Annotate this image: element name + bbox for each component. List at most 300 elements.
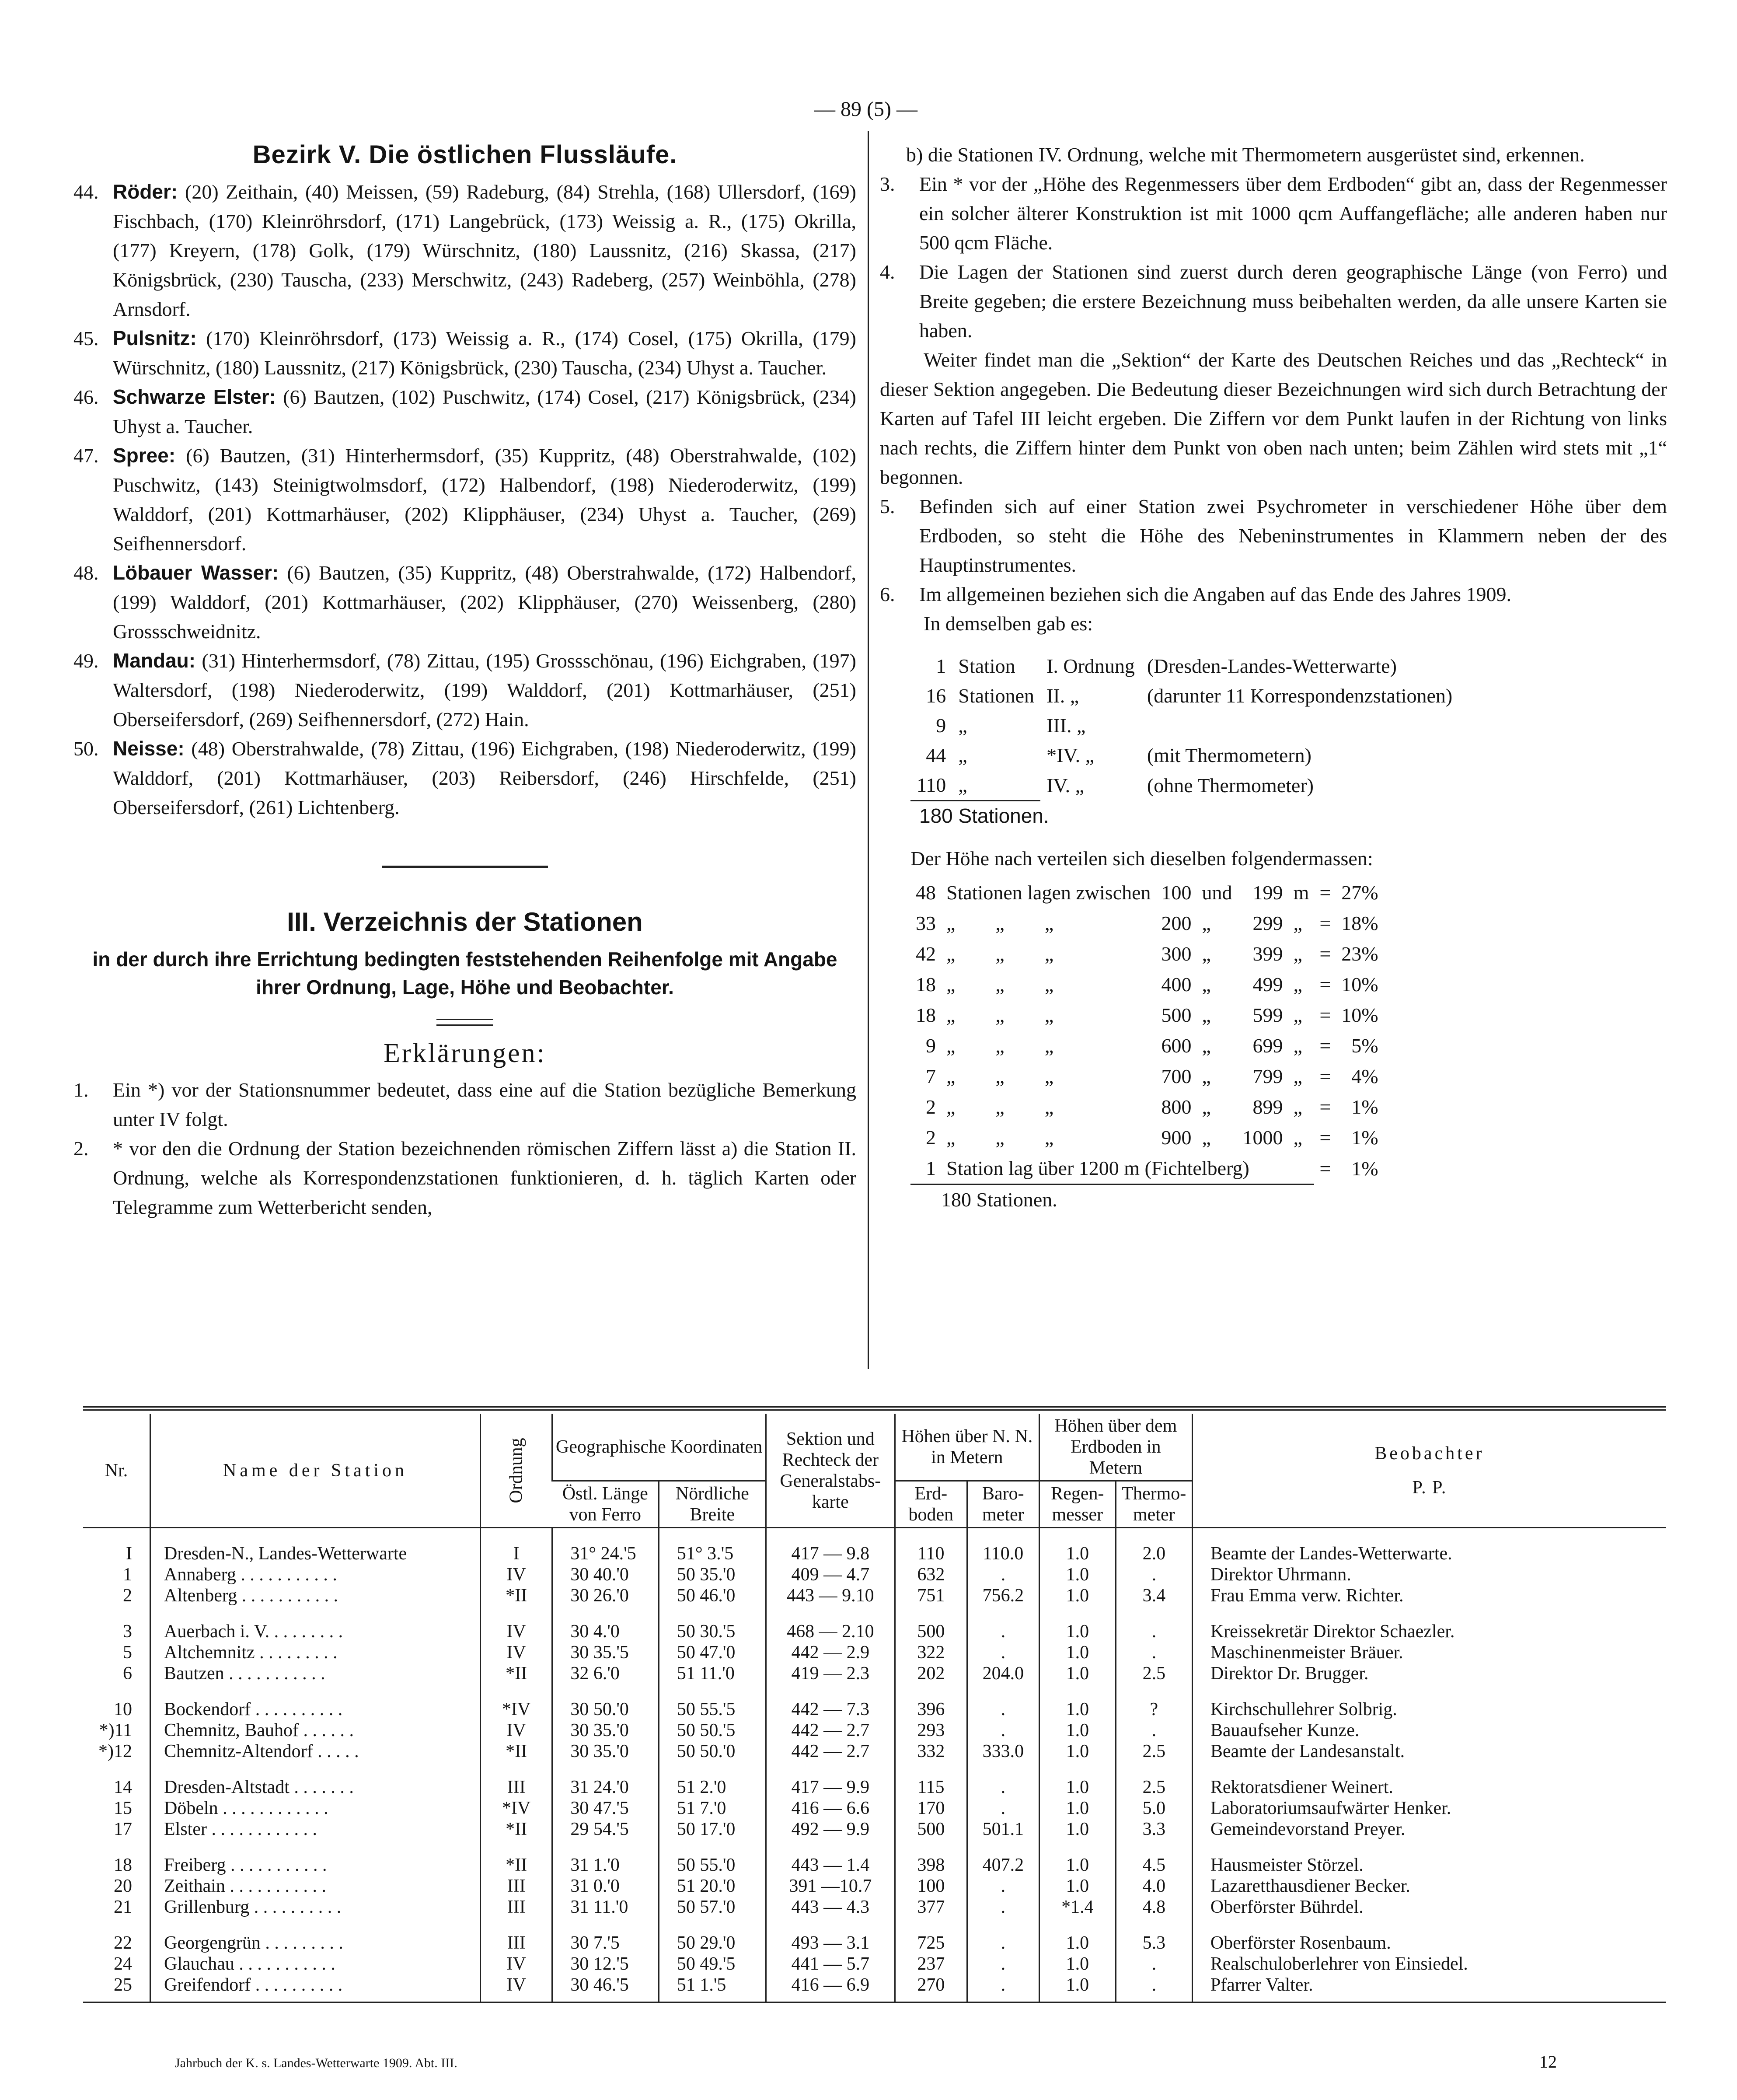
river-list-item	[73, 177, 856, 324]
table-cell: Laboratoriumsaufwärter Henker.	[1192, 1798, 1666, 1819]
height-cell: Stationen lagen zwischen	[946, 881, 1151, 904]
gap-cell	[1039, 1762, 1116, 1777]
table-cell: Realschuloberlehrer von Einsiedel.	[1192, 1953, 1666, 1974]
paragraph-weiter: Weiter findet man die „Sektion“ der Karte des Deutschen Reiches und das „Rechteck“ in dieser Sektion angegeben. Die Bedeutung dieser Bezeichnungen wird sich durch Betrachtung der Karten auf Tafel III leicht ergeben. Die Ziffern vor dem Punkt laufen in der Richtung von links nach rechts, die Ziffern hinter dem Punkt von oben nach unten; beim Zählen wird stets mit „1“ begonnen.	[880, 349, 1667, 488]
table-cell: .	[967, 1699, 1039, 1720]
distribution-cell: (ohne Thermometer)	[1147, 774, 1314, 797]
bottom-cell	[967, 1995, 1039, 2002]
height-cell: „	[1202, 943, 1211, 965]
table-cell: III	[481, 1932, 552, 1953]
gap-cell	[766, 1840, 895, 1855]
table-cell: 442 — 2.7	[766, 1741, 895, 1762]
gap-cell	[1039, 1528, 1116, 1544]
left-column	[73, 140, 856, 1222]
table-cell: 51 2.'0	[659, 1777, 766, 1798]
item-text: (20) Zeithain, (40) Meissen, (59) Radeburg, (84) Strehla, (168) Ullersdorf, (169) Fischbach, (170) Kleinröhrsdorf, (171) Langebrück, (173) Weissig a. R., (175) Okrilla, (177) Kreyern, (178) Golk, (179) Würschnitz, (180) Laussnitz, (216) Skassa, (217) Königsbrück, (230) Tauscha, (233) Merschwitz, (243) Radeberg, (257) Weinböhla, (278) Arnsdorf.	[113, 181, 856, 320]
table-cell: 10	[114, 1699, 132, 1719]
table-cell: 17	[114, 1819, 132, 1839]
table-cell: 1.0	[1039, 1819, 1116, 1840]
table-cell: IV	[481, 1642, 552, 1663]
height-row	[910, 1031, 1384, 1061]
table-cell: 1	[123, 1565, 132, 1585]
distribution-table	[910, 651, 1458, 801]
table-cell: Döbeln . . . . . . . . . . . .	[150, 1798, 481, 1819]
beob-pp: P. P.	[1412, 1477, 1447, 1498]
gap-cell	[552, 1762, 659, 1777]
item-text: (48) Oberstrahwalde, (78) Zittau, (196) Eichgraben, (198) Niederoderwitz, (199) Walddorf, (201) Kottmarhäuser, (203) Reibersdorf, (246) Hirschfelde, (251) Oberseifersdorf, (261) Lichtenberg.	[113, 737, 856, 818]
height-cell: 18	[916, 1004, 936, 1026]
river-name: Löbauer Wasser:	[113, 561, 279, 584]
table-cell: I	[126, 1544, 132, 1564]
height-cell: „ „ „	[946, 1034, 1054, 1057]
gap-cell	[1116, 1684, 1192, 1699]
distribution-cell: Station	[958, 655, 1015, 677]
height-cell: 1%	[1351, 1126, 1378, 1149]
table-cell: 24	[114, 1954, 132, 1974]
height-cell: „	[1202, 1034, 1211, 1057]
item-number: 5.	[880, 495, 895, 517]
distribution-cell: 110	[910, 770, 952, 801]
gap-cell	[659, 1684, 766, 1699]
distribution-row	[910, 651, 1458, 681]
table-cell: 416 — 6.9	[766, 1974, 895, 1995]
gap-cell	[967, 1918, 1039, 1932]
height-cell: „	[1293, 1004, 1302, 1026]
table-cell: 2	[123, 1586, 132, 1606]
table-cell: 170	[895, 1798, 967, 1819]
gap-cell	[659, 1528, 766, 1544]
gap-cell	[481, 1762, 552, 1777]
table-cell: Kreissekretär Direktor Schaezler.	[1192, 1621, 1666, 1642]
item-text: (6) Bautzen, (102) Puschwitz, (174) Cosel, (217) Königsbrück, (234) Uhyst a. Taucher.	[113, 386, 856, 437]
table-cell: .	[967, 1777, 1039, 1798]
notes-left	[73, 1075, 856, 1222]
height-cell: 900	[1161, 1126, 1192, 1149]
note-2b: b) die Stationen IV. Ordnung, welche mit Thermometern ausgerüstet sind, erkennen.	[906, 143, 1585, 166]
height-cell: 500	[1161, 1004, 1192, 1026]
table-cell: *IV	[481, 1699, 552, 1720]
table-cell: *II	[481, 1855, 552, 1876]
table-cell: 2.5	[1116, 1777, 1192, 1798]
height-cell: 10%	[1341, 973, 1378, 996]
bottom-cell	[766, 1995, 895, 2002]
table-cell: 4.0	[1116, 1876, 1192, 1897]
table-cell: 500	[895, 1621, 967, 1642]
table-cell: 442 — 7.3	[766, 1699, 895, 1720]
table-cell: 417 — 9.9	[766, 1777, 895, 1798]
table-cell: 237	[895, 1953, 967, 1974]
table-cell: 5	[123, 1642, 132, 1663]
height-cell: 27%	[1341, 881, 1378, 904]
distribution-cell: „	[958, 744, 967, 766]
height-row	[910, 877, 1384, 908]
table-cell: 30 47.'5	[552, 1798, 659, 1819]
item-text: Im allgemeinen beziehen sich die Angaben auf das Ende des Jahres 1909.	[919, 583, 1511, 605]
table-cell: 442 — 2.9	[766, 1642, 895, 1663]
table-cell: 441 — 5.7	[766, 1953, 895, 1974]
table-cell: IV	[481, 1564, 552, 1585]
table-cell: 14	[114, 1777, 132, 1797]
col-thermo: Thermo-meter	[1116, 1481, 1192, 1528]
distribution-cell: (darunter 11 Korrespondenzstationen)	[1147, 685, 1453, 707]
gap-cell	[1192, 1840, 1666, 1855]
table-cell: 50 47.'0	[659, 1642, 766, 1663]
distribution-cell: (Dresden-Landes-Wetterwarte)	[1147, 655, 1397, 677]
distribution-row	[910, 770, 1458, 801]
table-cell: 468 — 2.10	[766, 1621, 895, 1642]
gap-cell	[967, 1606, 1039, 1621]
notes-right-item	[880, 257, 1667, 345]
table-cell: 1.0	[1039, 1543, 1116, 1564]
river-list-item	[73, 734, 856, 822]
table-cell: Freiberg . . . . . . . . . . .	[150, 1855, 481, 1876]
item-number: 2.	[73, 1137, 89, 1160]
table-bottom	[83, 1995, 1666, 2002]
bottom-cell	[552, 1995, 659, 2002]
bottom-cell	[1116, 1995, 1192, 2002]
table-cell: 30 35.'0	[552, 1720, 659, 1741]
table-cell: Bautzen . . . . . . . . . . .	[150, 1663, 481, 1684]
table-row	[83, 1699, 1666, 1720]
table-cell: 2.5	[1116, 1741, 1192, 1762]
table-cell: 50 29.'0	[659, 1932, 766, 1953]
gap-cell	[150, 1918, 481, 1932]
table-cell: 15	[114, 1798, 132, 1818]
bottom-cell	[1192, 1995, 1666, 2002]
table-cell: 1.0	[1039, 1663, 1116, 1684]
height-cell: 2	[926, 1126, 936, 1149]
group-gap	[83, 1528, 1666, 1544]
bezirk-title: Bezirk V. Die östlichen Flussläufe.	[252, 140, 677, 169]
notes-left-item	[73, 1134, 856, 1222]
group-gap	[83, 1918, 1666, 1932]
table-cell: .	[1116, 1974, 1192, 1995]
gap-cell	[967, 1684, 1039, 1699]
footer-left: Jahrbuch der K. s. Landes-Wetterwarte 1909. Abt. III.	[175, 2056, 457, 2070]
table-cell: Beamte der Landes-Wetterwarte.	[1192, 1543, 1666, 1564]
table-cell: 30 40.'0	[552, 1564, 659, 1585]
erklaerungen-heading: Erklärungen:	[384, 1038, 546, 1068]
table-cell: 2.0	[1116, 1543, 1192, 1564]
gap-cell	[83, 1762, 150, 1777]
table-cell: 30 26.'0	[552, 1585, 659, 1606]
height-cell: 399	[1252, 943, 1283, 965]
table-cell: 22	[114, 1933, 132, 1953]
river-name: Mandau:	[113, 649, 196, 672]
table-cell: 417 — 9.8	[766, 1543, 895, 1564]
height-cell: =	[1319, 1065, 1331, 1087]
height-cell: „	[1202, 1126, 1211, 1149]
bottom-cell	[150, 1995, 481, 2002]
table-cell: *)11	[99, 1720, 132, 1740]
height-cell: 4%	[1351, 1065, 1378, 1087]
height-cell: „	[1293, 1065, 1302, 1087]
table-cell: 31 11.'0	[552, 1897, 659, 1918]
bottom-cell	[83, 1995, 150, 2002]
table-cell: 1.0	[1039, 1699, 1116, 1720]
distribution-cell: II. „	[1046, 685, 1079, 707]
table-cell: ?	[1116, 1699, 1192, 1720]
table-cell: 115	[895, 1777, 967, 1798]
gap-cell	[552, 1918, 659, 1932]
height-cell: 1000	[1242, 1126, 1283, 1149]
section-rule	[382, 866, 548, 868]
table-cell: 31 0.'0	[552, 1876, 659, 1897]
station-table	[83, 1414, 1666, 2003]
group-gap	[83, 1684, 1666, 1699]
section-subtitle: in der durch ihre Errichtung bedingten feststehenden Reihenfolge mit Angabe ihrer Ordnung, Lage, Höhe und Beobachter.	[92, 948, 837, 999]
item-number: 48.	[73, 562, 99, 584]
table-cell: 3	[123, 1621, 132, 1642]
height-cell: 700	[1161, 1065, 1192, 1087]
col-beobachter	[1192, 1414, 1666, 1528]
height-cell: „	[1293, 1034, 1302, 1057]
table-cell: Oberförster Rosenbaum.	[1192, 1932, 1666, 1953]
height-cell: 699	[1252, 1034, 1283, 1057]
gap-cell	[481, 1606, 552, 1621]
height-cell: 1%	[1351, 1157, 1378, 1180]
height-cell: =	[1319, 912, 1331, 934]
gap-cell	[659, 1606, 766, 1621]
col-barometer: Baro-meter	[967, 1481, 1039, 1528]
table-cell: 50 46.'0	[659, 1585, 766, 1606]
table-cell: .	[967, 1798, 1039, 1819]
table-cell: 1.0	[1039, 1953, 1116, 1974]
height-cell: „	[1202, 1004, 1211, 1026]
table-row	[83, 1897, 1666, 1918]
height-cell: 18	[916, 973, 936, 996]
height-cell: 799	[1252, 1065, 1283, 1087]
table-cell: 30 46.'5	[552, 1974, 659, 1995]
table-cell: 30 7.'5	[552, 1932, 659, 1953]
item-text: * vor den die Ordnung der Station bezeichnenden römischen Ziffern lässt a) die Station II. Ordnung, welche als Korrespondenzstationen funktionieren, d. h. täglich Karten oder Telegramme zum Wetterbericht senden,	[113, 1137, 856, 1218]
table-cell: 51° 3.'5	[659, 1543, 766, 1564]
gap-cell	[1116, 1762, 1192, 1777]
gap-cell	[967, 1840, 1039, 1855]
height-row	[910, 1000, 1384, 1031]
col-regen: Regen-messer	[1039, 1481, 1116, 1528]
gap-cell	[659, 1840, 766, 1855]
gap-cell	[895, 1528, 967, 1544]
table-cell: 322	[895, 1642, 967, 1663]
table-cell: 100	[895, 1876, 967, 1897]
table-cell: 5.0	[1116, 1798, 1192, 1819]
col-breite: Nördliche Breite	[659, 1481, 766, 1528]
height-cell: 899	[1252, 1096, 1283, 1118]
item-number: 45.	[73, 327, 99, 349]
table-cell: 500	[895, 1819, 967, 1840]
table-cell: 293	[895, 1720, 967, 1741]
table-cell: Pfarrer Valter.	[1192, 1974, 1666, 1995]
height-cell: 7	[926, 1065, 936, 1087]
gap-cell	[1039, 1684, 1116, 1699]
river-list-item	[73, 558, 856, 646]
table-cell: .	[967, 1974, 1039, 1995]
gap-cell	[1039, 1918, 1116, 1932]
height-cell: 599	[1252, 1004, 1283, 1026]
table-cell: III	[481, 1897, 552, 1918]
notes-left-item	[73, 1075, 856, 1134]
gap-cell	[552, 1684, 659, 1699]
height-cell: =	[1319, 1004, 1331, 1026]
river-name: Neisse:	[113, 737, 185, 760]
group-gap	[83, 1606, 1666, 1621]
table-cell: 32 6.'0	[552, 1663, 659, 1684]
table-cell: 50 57.'0	[659, 1897, 766, 1918]
notes-right-item	[880, 169, 1667, 257]
table-cell: 50 49.'5	[659, 1953, 766, 1974]
table-cell: 110	[895, 1543, 967, 1564]
footer-page: 12	[1539, 2052, 1557, 2072]
table-cell: .	[1116, 1621, 1192, 1642]
table-cell: 1.0	[1039, 1585, 1116, 1606]
table-cell: Annaberg . . . . . . . . . . .	[150, 1564, 481, 1585]
table-cell: 31 24.'0	[552, 1777, 659, 1798]
item-number: 46.	[73, 386, 99, 408]
table-row	[83, 1953, 1666, 1974]
height-cell: „ „ „	[946, 1004, 1054, 1026]
gap-cell	[1116, 1840, 1192, 1855]
table-cell: 21	[114, 1897, 132, 1917]
table-cell: 1.0	[1039, 1974, 1116, 1995]
distribution-row	[910, 681, 1458, 711]
river-name: Spree:	[113, 444, 176, 467]
distribution-cell: Stationen	[958, 685, 1035, 707]
table-cell: .	[1116, 1564, 1192, 1585]
table-row	[83, 1564, 1666, 1585]
gap-cell	[967, 1762, 1039, 1777]
table-cell: 1.0	[1039, 1741, 1116, 1762]
table-row	[83, 1819, 1666, 1840]
gap-cell	[1039, 1606, 1116, 1621]
table-cell: 632	[895, 1564, 967, 1585]
height-cell: 10%	[1341, 1004, 1378, 1026]
table-cell: 30 35.'0	[552, 1741, 659, 1762]
height-cell: =	[1319, 881, 1331, 904]
bottom-cell	[481, 1995, 552, 2002]
river-list-item	[73, 646, 856, 734]
table-cell: 51 20.'0	[659, 1876, 766, 1897]
gap-cell	[1192, 1684, 1666, 1699]
gap-cell	[895, 1762, 967, 1777]
gap-cell	[83, 1840, 150, 1855]
height-cell: „	[1202, 912, 1211, 934]
page-number: — 89 (5) —	[814, 98, 917, 121]
table-cell: Hausmeister Störzel.	[1192, 1855, 1666, 1876]
col-hoehen-erd: Höhen über dem Erdboden in Metern	[1039, 1414, 1192, 1481]
height-cell: „ „ „	[946, 1126, 1054, 1149]
gap-cell	[552, 1840, 659, 1855]
table-cell: 492 — 9.9	[766, 1819, 895, 1840]
table-cell: 333.0	[967, 1741, 1039, 1762]
table-cell: *1.4	[1039, 1897, 1116, 1918]
height-row	[910, 969, 1384, 1000]
height-distribution-table	[910, 877, 1384, 1185]
table-cell: 3.4	[1116, 1585, 1192, 1606]
item-number: 47.	[73, 444, 99, 467]
height-row-last	[910, 1153, 1384, 1185]
table-cell: Dresden-Altstadt . . . . . . .	[150, 1777, 481, 1798]
group-gap	[83, 1762, 1666, 1777]
table-cell: .	[967, 1932, 1039, 1953]
height-cell: „	[1202, 1096, 1211, 1118]
gap-cell	[1039, 1840, 1116, 1855]
table-cell: .	[967, 1876, 1039, 1897]
height-total: 180 Stationen.	[941, 1188, 1057, 1211]
height-cell: „	[1293, 1096, 1302, 1118]
height-cell: und	[1202, 881, 1232, 904]
table-cell: 4.8	[1116, 1897, 1192, 1918]
gap-cell	[481, 1528, 552, 1544]
gap-cell	[83, 1606, 150, 1621]
distribution-cell: I. Ordnung	[1046, 655, 1135, 677]
table-row	[83, 1663, 1666, 1684]
col-geo: Geographische Koordinaten	[552, 1414, 766, 1481]
height-cell: „	[1293, 1126, 1302, 1149]
distribution-cell: „	[958, 714, 967, 737]
height-row	[910, 939, 1384, 969]
hoehe-intro: Der Höhe nach verteilen sich dieselben folgendermassen:	[910, 847, 1373, 870]
table-cell: 398	[895, 1855, 967, 1876]
height-row	[910, 908, 1384, 939]
item-number: 50.	[73, 737, 99, 760]
table-cell: 1.0	[1039, 1642, 1116, 1663]
gap-cell	[1192, 1606, 1666, 1621]
distribution-cell: III. „	[1046, 714, 1086, 737]
table-cell: Georgengrün . . . . . . . . .	[150, 1932, 481, 1953]
table-cell: 51 1.'5	[659, 1974, 766, 1995]
height-cell: 200	[1161, 912, 1192, 934]
table-cell: *II	[481, 1663, 552, 1684]
distribution-row	[910, 711, 1458, 741]
table-cell: 756.2	[967, 1585, 1039, 1606]
table-cell: Frau Emma verw. Richter.	[1192, 1585, 1666, 1606]
gap-cell	[895, 1606, 967, 1621]
table-cell: 50 50.'5	[659, 1720, 766, 1741]
table-cell: 332	[895, 1741, 967, 1762]
item-text: (170) Kleinröhrsdorf, (173) Weissig a. R., (174) Cosel, (175) Okrilla, (179) Würschnitz, (180) Laussnitz, (217) Königsbrück, (230) Tauscha, (234) Uhyst a. Taucher.	[113, 327, 856, 379]
distribution-cell: 16	[926, 685, 946, 707]
table-row	[83, 1855, 1666, 1876]
table-row	[83, 1543, 1666, 1564]
table-cell: 419 — 2.3	[766, 1663, 895, 1684]
height-cell: „ „ „	[946, 943, 1054, 965]
table-cell: 30 50.'0	[552, 1699, 659, 1720]
table-cell: Direktor Dr. Brugger.	[1192, 1663, 1666, 1684]
item-text: (31) Hinterhermsdorf, (78) Zittau, (195) Grossschönau, (196) Eichgraben, (197) Waltersdorf, (198) Niederoderwitz, (199) Walddorf, (201) Kottmarhäuser, (251) Oberseifersdorf, (269) Seifhennersdorf, (272) Hain.	[113, 650, 856, 730]
table-cell: .	[967, 1621, 1039, 1642]
table-cell: *II	[481, 1585, 552, 1606]
river-list	[73, 177, 856, 822]
height-cell: =	[1319, 1126, 1331, 1149]
height-cell: 18%	[1341, 912, 1378, 934]
bottom-cell	[659, 1995, 766, 2002]
item-text: Ein *) vor der Stationsnummer bedeutet, dass eine auf die Station bezügliche Bemerkung unter IV folgt.	[113, 1079, 856, 1130]
table-cell: .	[1116, 1642, 1192, 1663]
table-row	[83, 1798, 1666, 1819]
height-cell: =	[1319, 973, 1331, 996]
col-erdboden: Erd-boden	[895, 1481, 967, 1528]
gap-cell	[150, 1840, 481, 1855]
table-cell: 377	[895, 1897, 967, 1918]
river-list-item	[73, 441, 856, 558]
table-cell: 443 — 4.3	[766, 1897, 895, 1918]
table-cell: 50 17.'0	[659, 1819, 766, 1840]
distribution-cell: (mit Thermometern)	[1147, 744, 1311, 766]
table-cell: Glauchau . . . . . . . . . . .	[150, 1953, 481, 1974]
table-cell: *)12	[98, 1741, 132, 1761]
table-cell: 50 30.'5	[659, 1621, 766, 1642]
